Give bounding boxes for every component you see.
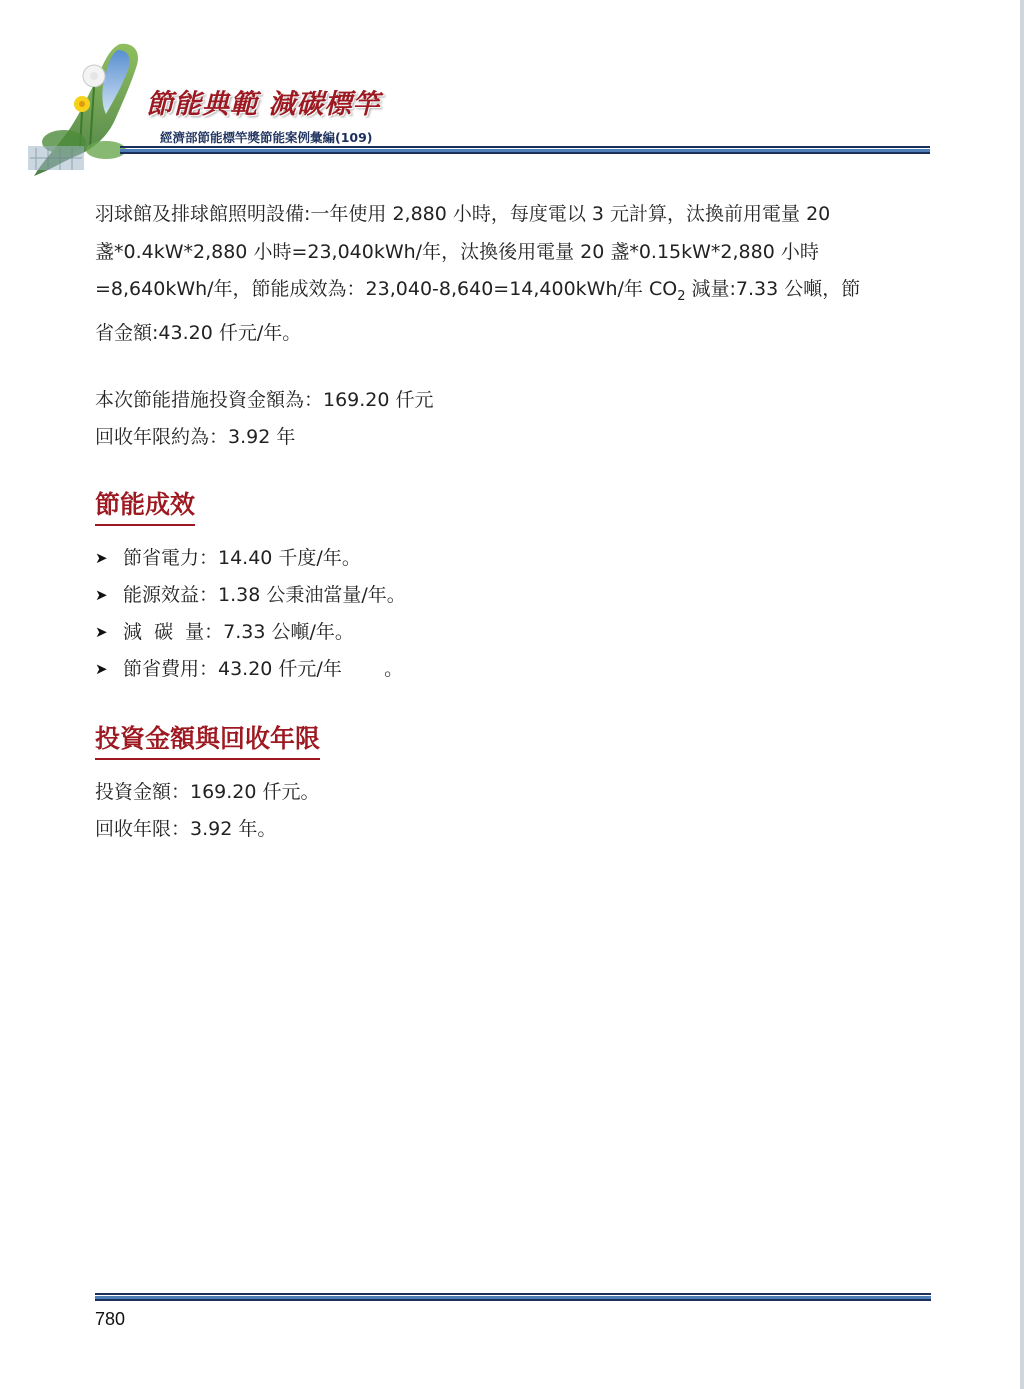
list-item — [95, 651, 931, 688]
arrow-bullet-icon: ➤ — [95, 585, 108, 604]
spacer — [95, 760, 931, 774]
paragraph-line: 省金額:43.20 仟元/年。 — [95, 322, 302, 345]
investment-amount: 投資金額：169.20 仟元。 — [95, 780, 320, 803]
page-number: 780 — [95, 1309, 126, 1329]
lighting-calculation-paragraph — [95, 196, 931, 353]
header-rule — [120, 146, 930, 154]
paragraph-line-text: =8,640kWh/年，節能成效為：23,040-8,640=14,400kWh/年 CO — [95, 278, 678, 300]
arrow-bullet-icon: ➤ — [95, 659, 108, 678]
list-item-text: 節省費用：43.20 仟元/年 。 — [123, 657, 404, 680]
page-content — [95, 196, 931, 848]
section-heading-results: 節能成效 — [95, 488, 195, 526]
page-edge — [1020, 0, 1024, 1389]
payback-line: 回收年限約為：3.92 年 — [95, 425, 296, 448]
paragraph-line: 羽球館及排球館照明設備:一年使用 2,880 小時，每度電以 3 元計算，汰換前用電量 20 — [95, 203, 831, 225]
paragraph-line — [95, 271, 931, 315]
list-item-text: 節省電力：14.40 千度/年。 — [123, 546, 361, 569]
list-item — [95, 614, 931, 651]
spacer — [95, 526, 931, 540]
list-item-text: 減 碳 量：7.33 公噸/年。 — [123, 620, 354, 643]
paragraph-line-tail: 減量:7.33 公噸，節 — [685, 278, 861, 300]
arrow-bullet-icon: ➤ — [95, 622, 108, 641]
brand-title: 節能典範 減碳標竿 — [146, 89, 381, 120]
co2-subscript: 2 — [677, 288, 686, 304]
list-item — [95, 540, 931, 577]
spacer — [95, 688, 931, 722]
results-list — [95, 540, 931, 688]
spacer — [95, 353, 931, 382]
section-heading-investment: 投資金額與回收年限 — [95, 722, 320, 760]
payback-period: 回收年限：3.92 年。 — [95, 817, 277, 840]
spacer — [95, 456, 931, 488]
investment-amount-line: 本次節能措施投資金額為：169.20 仟元 — [95, 388, 434, 411]
brand-subtitle: 經濟部節能標竿獎節能案例彙編(109) — [160, 130, 373, 145]
footer-rule — [95, 1293, 931, 1301]
list-item — [95, 577, 931, 614]
list-item-text: 能源效益：1.38 公秉油當量/年。 — [123, 583, 406, 606]
arrow-bullet-icon: ➤ — [95, 548, 108, 567]
paragraph-line: 盞*0.4kW*2,880 小時=23,040kWh/年，汰換後用電量 20 盞*0.15kW*2,880 小時 — [95, 240, 819, 263]
